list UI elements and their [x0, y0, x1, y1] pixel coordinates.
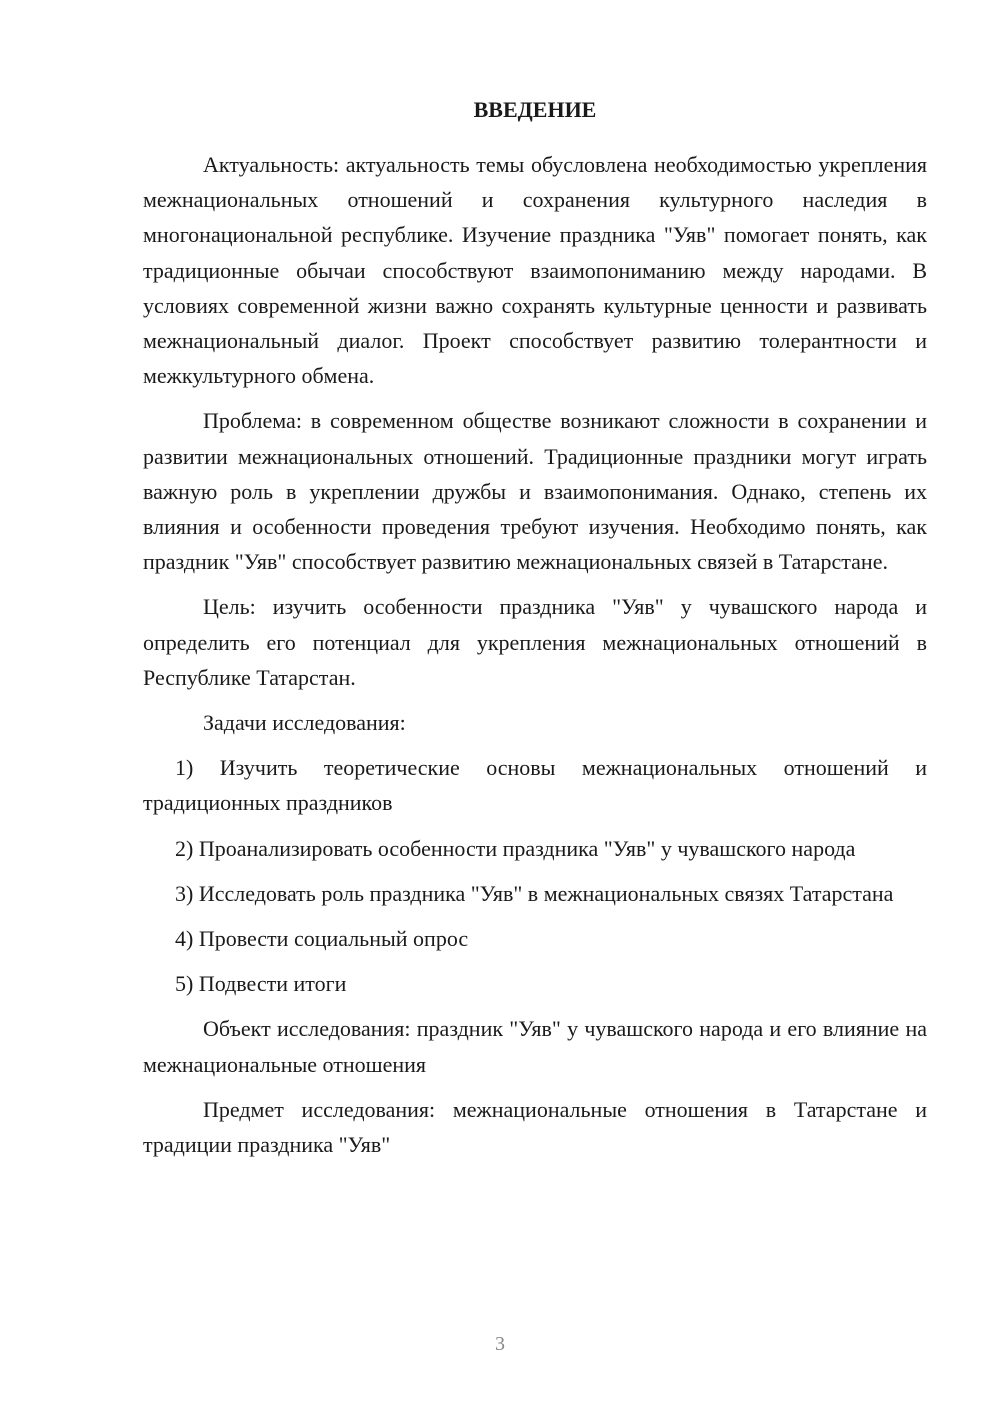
- document-page: [143, 92, 927, 1172]
- task-item-3: 3) Исследовать роль праздника "Уяв" в межнациональных связях Татарстана: [175, 880, 894, 906]
- page-number: 3: [495, 1333, 505, 1355]
- task-item-2: 2) Проанализировать особенности праздника "Уяв" у чувашского народа: [175, 835, 856, 861]
- goal-paragraph: Цель: изучить особенности праздника "Уяв" у чувашского народа и определить его потенциал для укрепления межнациональных отношений в Республике Татарстан.: [143, 594, 927, 690]
- relevance-paragraph: Актуальность: актуальность темы обусловлена необходимостью укрепления межнациональных отношений и сохранения культурного наследия в многонациональной республике. Изучение праздника "Уяв" помогает понять, как традиционные обычаи способствуют взаимопониманию между народами. В условиях современной жизни важно сохранять культурные ценности и развивать межнациональный диалог. Проект способствует развитию толерантности и межкультурного обмена.: [143, 152, 927, 389]
- section-title: ВВЕДЕНИЕ: [473, 97, 597, 122]
- problem-paragraph: Проблема: в современном обществе возникают сложности в сохранении и развитии межнациональных отношений. Традиционные праздники могут играть важную роль в укреплении дружбы и взаимопонимания. Однако, степень их влияния и особенности проведения требуют изучения. Необходимо понять, как праздник "Уяв" способствует развитию межнациональных связей в Татарстане.: [143, 408, 927, 575]
- subject-paragraph: Предмет исследования: межнациональные отношения в Татарстане и традиции праздника "Уяв": [143, 1096, 927, 1158]
- tasks-heading: Задачи исследования:: [203, 710, 406, 736]
- task-item-4: 4) Провести социальный опрос: [175, 926, 469, 952]
- task-item-1: 1) Изучить теоретические основы межнациональных отношений и традиционных праздников: [143, 755, 927, 816]
- object-paragraph: Объект исследования: праздник "Уяв" у чувашского народа и его влияние на межнациональные отношения: [143, 1016, 927, 1077]
- task-item-5: 5) Подвести итоги: [175, 971, 347, 997]
